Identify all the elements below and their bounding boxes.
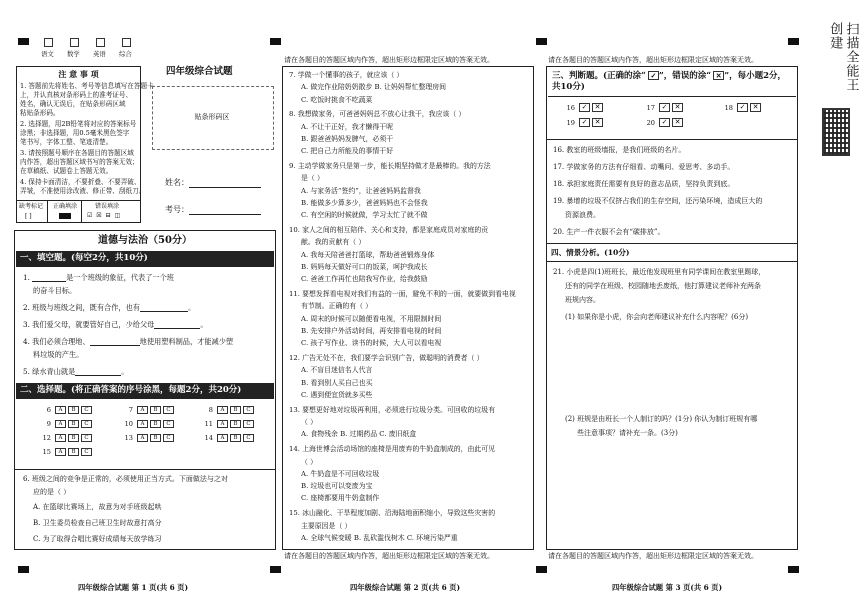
corner-mark [18,566,29,573]
tf-statement: 17. 学做家务的方法有仔细看、动嘴问、爱思考、多动手。 [553,163,735,171]
choice-row: 8 A B C [199,405,254,414]
tf-row: 16 ✓ ✕ [561,103,603,112]
question-line: A. 不盲目迷信名人代言 [301,366,373,375]
notice-line: 在草稿纸、试题卷上答题无效。 [20,167,113,175]
missing-checkbox[interactable]: [ ] [25,213,32,220]
barcode-area [152,86,274,150]
q21-sub1: (1) 如果你是小虎，你会向老师建议补充什么内容呢？(6分) [565,313,749,321]
question-line: B. 垃圾也可以变废为宝 [301,482,373,491]
question-stem: 12. 广告无处不在，我们要学会识别广告，做聪明的消费者（ ） [289,354,484,363]
question-line: 献。我的贡献有（ ） [301,238,366,247]
question-line: C. 孩子写作业、读书的时候，大人可以看电视 [301,339,442,348]
correct-label: 正确填涂 [53,203,78,210]
question-line: C. 爸爸工作再忙也陪我写作业，给我鼓励 [301,275,428,284]
notice-line: 内作答，超出答题区域书写的答案无效； [20,158,139,166]
fill-q1-cont: 的奋斗目标。 [33,286,77,295]
choice-row: 10 A B C [119,419,174,428]
fill-q2: 2. 班级与班级之间，既有合作，也有 。 [23,303,196,312]
fill-q3: 3. 我们爱父母，就要管好自己，少给父母 。 [23,320,208,329]
answer-warning: 请在各题目的答题区域内作答，超出矩形边框限定区域的答案无效。 [284,56,494,64]
notice-line: 笔书写，字体工整、笔迹清楚。 [20,138,113,146]
corner-mark [18,38,29,45]
question-stem: 10. 家人之间的相互陪伴、关心和支持，都是家庭成员对家庭的贡 [289,226,489,235]
tf-statement: 16. 教室的班级墙报，是我们班级的名片。 [553,146,686,154]
choice-row: 6 A B C [37,405,92,414]
page-footer: 四年级综合试题 第 3 页(共 6 页) [612,582,723,592]
tf-statement-cont: 资源浪费。 [565,211,600,219]
q6-stem: 6. 班级之间的竞争是正常的，必须使用正当方式。下面做法与之对 [23,475,228,483]
tf-grid [561,103,791,135]
question-stem: 13. 要想更好地对垃圾再利用，必须进行垃圾分类。可回收的垃圾有 [289,405,496,414]
choice-row: 9 A B C [37,419,92,428]
question-stem: 15. 冰山融化、干旱程度加剧、沿海陆地面积缩小，导致这些灾害的 [289,509,496,518]
wrong-label: 错误填涂 [95,203,120,210]
tf-statement: 18. 承担家庭责任需要有良好的意志品质，坚持负责到底。 [553,180,735,188]
question-line: B. 先安排户外活动时间，再安排看电视的时间 [301,327,442,335]
tf-header: 三、判断题。(正确的涂“ ✓ ”，错误的涂“ ✕ ”，每小题2分， 共10分) [548,69,796,97]
q6-stem-cont: 应的是（ ） [33,488,71,496]
question-line: B. 看到别人买自己也买 [301,378,373,387]
question-line: B. 跟爸爸妈妈发脾气，必须干 [301,135,394,143]
notice-line: 粘贴条形码。 [20,109,60,117]
subject-label: 数学 [67,50,80,58]
question-stem: 14. 上海世博会活动场馆的座椅是用废弃的牛奶盒制成的，由此可见 [289,445,496,454]
notice-box [16,66,154,223]
page2-answer-region [282,66,534,550]
exam-title: 四年级综合试题 [166,66,233,77]
q21-sub1-answer-area[interactable] [565,327,789,407]
answer-warning: 请在各题目的答题区域内作答，超出矩形边框限定区域的答案无效。 [548,56,758,64]
fill-q1: 1. 是一个班级的象征，代表了一个班 [23,273,174,282]
notice-line: 上，并认真核对条形码上的准考证号、 [20,91,133,99]
q21-stem-cont: 班规内容。 [565,296,600,304]
situation-header: 四、情景分析。(10分) [551,248,630,257]
tf-row: 20 ✓ ✕ [641,118,683,127]
notice-title: 注 意 事 项 [58,69,99,79]
section-title: 道德与法治（50分） [98,235,192,246]
choice-row: 7 A B C [119,405,174,414]
choice-row: 12 A B C [37,433,92,442]
barcode-area-label: 贴条形码区 [194,113,230,121]
fill-q4: 4. 我们必须合理地、 地使用塑料制品，才能减少塑 [23,337,234,346]
tf-row: 18 ✓ ✕ [719,103,761,112]
wrong-samples: ☑ ☒ ⊟ ◫ [87,212,122,219]
choice-row: 11 A B C [199,419,254,428]
tf-row: 19 ✓ ✕ [561,118,603,127]
q21-stem-cont: 还有的同学在班级、校园随地丢废纸，他打算建议老师补充两条 [565,282,761,290]
question-stem: 8. 我想做家务，可爸爸妈妈总不放心让我干，我应该（ ） [289,110,466,119]
notice-line: 2. 选择题，用2B铅笔将对应的答案标号 [20,120,137,128]
corner-mark [788,38,799,45]
question-line: A. 牛奶盒是不可回收垃圾 [301,469,380,478]
corner-mark [270,566,281,573]
corner-mark [270,38,281,45]
notice-line: 弄皱，不准使用涂改液、修正带、刮纸刀。 [20,187,146,195]
corner-mark [788,566,799,573]
question-line: A. 我每天陪爸爸打篮球，帮助爸爸锻炼身体 [301,250,435,259]
question-line: A. 不让干正好，我才懒得干呢 [301,122,394,131]
question-line: 主要原因是（ ） [301,521,352,530]
correct-sample [59,213,71,219]
notice-line: 1. 答题前先将姓名、考号等信息填写在答题卡 [20,82,154,90]
tf-statement: 20. 生产一件衣服不会有“碳排放”。 [553,228,665,236]
subject-label: 综合 [119,50,132,58]
fill-header: 一、填空题。(每空2分，共10分) [16,251,274,267]
question-line: C. 座椅都要用牛奶盒制作 [301,494,380,503]
question-line: （ ） [301,418,317,427]
notice-line: 3. 请按照题号顺序在各题目的答题区域 [20,149,134,157]
question-line: A. 周末的时候可以随便看电视，不用限制时间 [301,314,442,323]
question-stem: 7. 学做一个懂事的孩子，就应该（ ） [289,71,404,79]
q21-sub2: (2) 班规是由班长一个人制订的吗？(1分) 你认为制订班规有哪 [565,415,758,423]
corner-mark [536,38,547,45]
subject-boxes [34,38,144,60]
page-footer: 四年级综合试题 第 2 页(共 6 页) [350,582,461,592]
fill-q5: 5. 绿水青山就是 。 [23,367,129,376]
page-footer: 四年级综合试题 第 1 页(共 6 页) [78,582,189,592]
notice-line: 4. 保持卡面清洁，不要折叠、不要弄破、 [20,178,141,186]
question-line: B. 妈妈每天做好可口的饭菜，呵护我成长 [301,263,428,271]
name-field[interactable] [189,180,261,188]
q21-stem: 21. 小虎是四(1)班班长，最近他发现班里有同学课间在教室里踢球， [553,268,766,276]
choice-row: 15 A B C [37,447,92,456]
answer-warning: 请在各题目的答题区域内作答，超出矩形边框限定区域的答案无效。 [284,552,494,560]
subject-label: 语文 [41,50,54,58]
question-line: A. 全球气候变暖 B. 乱砍滥伐树木 C. 环境污染严重 [301,533,458,542]
question-line: C. 把自己力所能及的事情干好 [301,147,394,156]
choice-grid [37,405,267,467]
q6-option-a: A. 在篮球比赛场上，故意为对手班级起哄 [33,503,162,511]
q21-sub2-cont: 些注意事项？请补充一条。(3分) [577,429,678,437]
subject-label: 英语 [93,50,106,58]
number-field[interactable] [189,207,261,215]
question-stem: 9. 主动学做家务只是第一步，能长期坚持做才是最棒的。我的方法 [289,162,491,171]
question-line: C. 遇到便宜货就多买些 [301,391,373,399]
question-line: 有节制。正确的有（ ） [301,302,373,311]
question-line: A. 做完作业陪奶奶散步 B. 让妈妈帮忙整理房间 [301,83,447,92]
choice-row: 13 A B C [119,433,174,442]
corner-mark [536,566,547,573]
notice-line: 姓名，确认无误后，在贴条形码区域 [20,100,126,108]
missing-label: 缺考标记 [19,203,44,210]
name-label: 姓名： [165,178,189,187]
page1-answer-region [14,230,276,550]
notice-line: 涂黑；非选择题，用0.5毫米黑色签字 [20,129,130,137]
question-line: C. 吃饭时挑食不吃蔬菜 [301,95,373,104]
question-line: A. 食物残余 B. 过期药品 C. 废旧纸盒 [301,430,417,439]
answer-warning: 请在各题目的答题区域内作答，超出矩形边框限定区域的答案无效。 [548,552,758,560]
q21-sub2-answer-area[interactable] [565,443,789,543]
q6-option-c: C. 为了取得合唱比赛好成绩每天放学练习 [33,535,162,543]
choice-row: 14 A B C [199,433,254,442]
page3-answer-region [546,66,798,550]
number-label: 考号： [165,205,189,214]
qr-code [822,108,850,156]
question-line: A. 与家务活“签约”，让爸爸妈妈监督我 [301,186,421,195]
question-line: C. 有空闲的时候就做，学习太忙了就不做 [301,211,428,220]
scanner-watermark: 扫描全能王 创建 [827,22,859,92]
question-stem: 11. 要想发挥看电视对我们有益的一面，避免不利的一面，就要做到看电视 [289,290,516,299]
fill-q4-cont: 料垃圾的产生。 [33,350,84,359]
q6-option-b: B. 卫生委员检查自己班卫生时故意打高分 [33,519,162,527]
choice-header: 二、选择题。(将正确答案的序号涂黑，每题2分，共20分) [16,383,274,399]
tf-row: 17 ✓ ✕ [641,103,683,112]
question-line: 是（ ） [301,174,324,183]
question-line: （ ） [301,457,317,466]
question-line: B. 能做多少算多少，爸爸妈妈也不会怪我 [301,199,428,207]
tf-statement: 19. 暴增的垃圾不仅挤占我们的生存空间，还污染环境，造成巨大的 [553,197,763,205]
